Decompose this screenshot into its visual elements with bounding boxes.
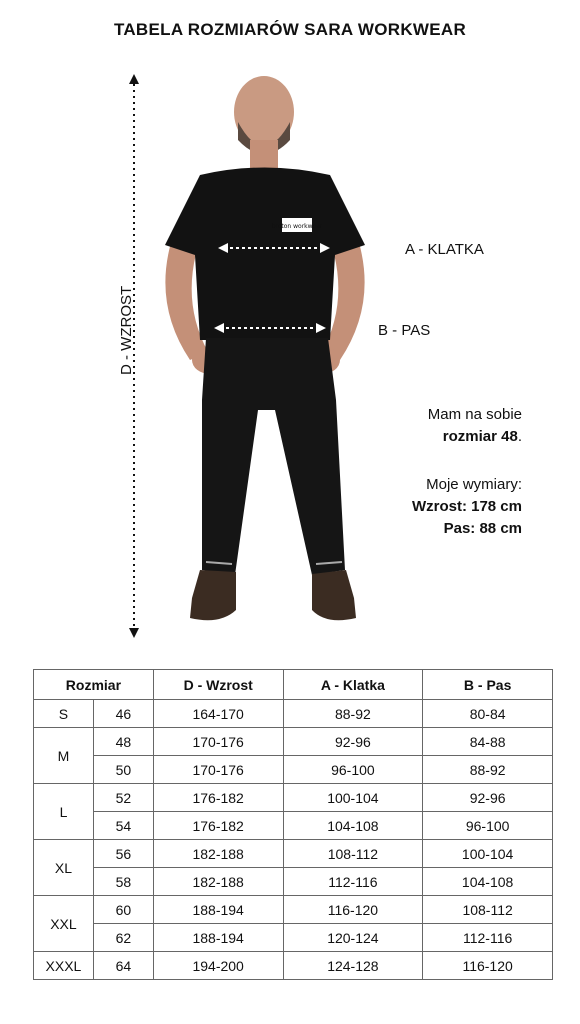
table-row <box>34 896 553 924</box>
size-letter-cell: XXXL <box>34 952 94 980</box>
height-label: D - WZROST <box>118 285 135 375</box>
waist-cell: 92-96 <box>423 784 553 812</box>
size-number-cell: 60 <box>93 896 153 924</box>
size-number-cell: 56 <box>93 840 153 868</box>
chest-cell: 116-120 <box>283 896 423 924</box>
header-size: Rozmiar <box>34 670 154 700</box>
measurements-note <box>412 474 522 540</box>
size-number-cell: 54 <box>93 812 153 840</box>
waist-cell: 100-104 <box>423 840 553 868</box>
size-letter-cell: XXL <box>34 896 94 952</box>
chest-cell: 112-116 <box>283 868 423 896</box>
size-number-cell: 48 <box>93 728 153 756</box>
size-table <box>33 669 553 980</box>
size-number-cell: 46 <box>93 700 153 728</box>
table-row <box>34 700 553 728</box>
table-row <box>34 812 553 840</box>
size-note-dot: . <box>517 428 522 445</box>
size-number-cell: 58 <box>93 868 153 896</box>
chest-cell: 92-96 <box>283 728 423 756</box>
chest-cell: 100-104 <box>283 784 423 812</box>
size-number-cell: 64 <box>93 952 153 980</box>
size-number-cell: 50 <box>93 756 153 784</box>
height-cell: 188-194 <box>153 896 283 924</box>
table-row <box>34 756 553 784</box>
height-cell: 182-188 <box>153 840 283 868</box>
height-cell: 182-188 <box>153 868 283 896</box>
table-row <box>34 784 553 812</box>
table-row <box>34 924 553 952</box>
measurements-height: Wzrost: 178 cm <box>411 498 522 515</box>
height-cell: 194-200 <box>153 952 283 980</box>
chest-cell: 124-128 <box>283 952 423 980</box>
waist-cell: 88-92 <box>423 756 553 784</box>
table-row <box>34 868 553 896</box>
chest-cell: 120-124 <box>283 924 423 952</box>
size-note-line2 <box>428 426 522 448</box>
chest-cell: 96-100 <box>283 756 423 784</box>
waist-cell: 104-108 <box>423 868 553 896</box>
shirt-logo-text: broton workwear <box>271 223 323 230</box>
table-row <box>34 728 553 756</box>
model-photo <box>140 70 400 650</box>
size-note-line1: Mam na sobie <box>427 406 522 423</box>
waist-label: B - PAS <box>378 322 431 339</box>
table-row <box>34 952 553 980</box>
chest-cell: 104-108 <box>283 812 423 840</box>
table-row <box>34 840 553 868</box>
size-number-cell: 52 <box>93 784 153 812</box>
header-chest: A - Klatka <box>283 670 423 700</box>
height-cell: 176-182 <box>153 812 283 840</box>
table-header-row <box>34 670 553 700</box>
height-cell: 188-194 <box>153 924 283 952</box>
size-letter-cell: XL <box>34 840 94 896</box>
height-cell: 170-176 <box>153 728 283 756</box>
size-number-cell: 62 <box>93 924 153 952</box>
height-cell: 170-176 <box>153 756 283 784</box>
waist-cell: 80-84 <box>423 700 553 728</box>
header-waist: B - Pas <box>423 670 553 700</box>
measurements-waist: Pas: 88 cm <box>443 520 522 537</box>
size-letter-cell: S <box>34 700 94 728</box>
waist-cell: 96-100 <box>423 812 553 840</box>
table-body <box>34 700 553 980</box>
height-cell: 164-170 <box>153 700 283 728</box>
header-height: D - Wzrost <box>153 670 283 700</box>
waist-cell: 112-116 <box>423 924 553 952</box>
chest-cell: 108-112 <box>283 840 423 868</box>
size-note <box>428 404 522 448</box>
waist-cell: 108-112 <box>423 896 553 924</box>
waist-cell: 84-88 <box>423 728 553 756</box>
size-note-size: rozmiar 48 <box>442 428 518 445</box>
waist-cell: 116-120 <box>423 952 553 980</box>
measurements-heading: Moje wymiary: <box>426 476 522 493</box>
size-letter-cell: M <box>34 728 94 784</box>
height-cell: 176-182 <box>153 784 283 812</box>
chest-label: A - KLATKA <box>405 241 484 258</box>
page-title: TABELA ROZMIARÓW SARA WORKWEAR <box>113 20 467 39</box>
size-letter-cell: L <box>34 784 94 840</box>
chest-cell: 88-92 <box>283 700 423 728</box>
